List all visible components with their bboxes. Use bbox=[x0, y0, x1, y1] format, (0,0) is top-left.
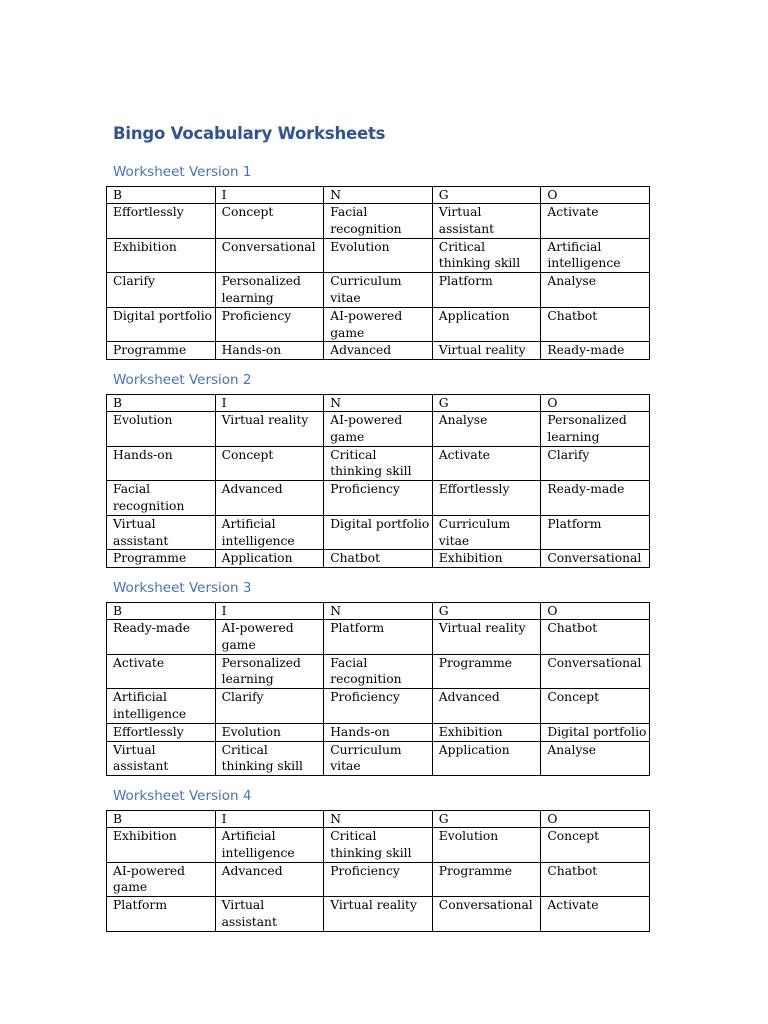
table-cell: Evolution bbox=[215, 723, 324, 741]
table-cell: Analyse bbox=[541, 273, 650, 308]
table-cell: Digital portfolio bbox=[107, 307, 216, 342]
table-cell: Critical thinking skill bbox=[215, 741, 324, 776]
header-cell: B bbox=[107, 395, 216, 412]
table-cell: Hands-on bbox=[215, 342, 324, 360]
header-cell: I bbox=[215, 187, 324, 204]
header-cell: O bbox=[541, 395, 650, 412]
worksheet-heading: Worksheet Version 1 bbox=[113, 164, 252, 180]
table-cell: Exhibition bbox=[107, 238, 216, 273]
table-cell: Application bbox=[432, 307, 541, 342]
table-cell: Concept bbox=[215, 204, 324, 239]
table-cell: AI-powered game bbox=[107, 862, 216, 897]
table-cell: Application bbox=[215, 550, 324, 568]
table-row bbox=[107, 446, 650, 481]
table-cell: Evolution bbox=[324, 238, 433, 273]
worksheet-heading: Worksheet Version 3 bbox=[113, 580, 252, 596]
table-cell: Concept bbox=[215, 446, 324, 481]
header-cell: N bbox=[324, 395, 433, 412]
table-cell: Facial recognition bbox=[324, 654, 433, 689]
table-row bbox=[107, 828, 650, 863]
table-cell: Personalized learning bbox=[215, 654, 324, 689]
table-cell: Evolution bbox=[432, 828, 541, 863]
table-cell: Virtual reality bbox=[324, 897, 433, 932]
table-cell: Advanced bbox=[432, 689, 541, 724]
table-cell: Platform bbox=[324, 620, 433, 655]
table-row bbox=[107, 412, 650, 447]
table-header-row bbox=[107, 603, 650, 620]
table-row bbox=[107, 741, 650, 776]
table-cell: Personalized learning bbox=[541, 412, 650, 447]
table-cell: Digital portfolio bbox=[541, 723, 650, 741]
table-row bbox=[107, 273, 650, 308]
table-header-row bbox=[107, 187, 650, 204]
table-cell: Platform bbox=[432, 273, 541, 308]
table-row bbox=[107, 689, 650, 724]
worksheet-heading: Worksheet Version 2 bbox=[113, 372, 252, 388]
table-cell: Critical thinking skill bbox=[432, 238, 541, 273]
table-cell: Conversational bbox=[541, 550, 650, 568]
table-cell: Artificial intelligence bbox=[107, 689, 216, 724]
header-cell: B bbox=[107, 187, 216, 204]
table-cell: Activate bbox=[432, 446, 541, 481]
table-cell: Effortlessly bbox=[107, 723, 216, 741]
table-cell: Advanced bbox=[215, 481, 324, 516]
table-cell: Facial recognition bbox=[107, 481, 216, 516]
bingo-table bbox=[106, 602, 650, 776]
table-row bbox=[107, 342, 650, 360]
table-cell: Ready-made bbox=[107, 620, 216, 655]
table-row bbox=[107, 307, 650, 342]
table-row bbox=[107, 723, 650, 741]
table-cell: Clarify bbox=[541, 446, 650, 481]
table-cell: Activate bbox=[107, 654, 216, 689]
table-cell: Advanced bbox=[324, 342, 433, 360]
table-cell: Conversational bbox=[541, 654, 650, 689]
bingo-table bbox=[106, 810, 650, 932]
header-cell: G bbox=[432, 603, 541, 620]
table-cell: Chatbot bbox=[324, 550, 433, 568]
table-cell: Programme bbox=[432, 654, 541, 689]
table-cell: Personalized learning bbox=[215, 273, 324, 308]
table-row bbox=[107, 550, 650, 568]
table-cell: AI-powered game bbox=[324, 412, 433, 447]
table-cell: Effortlessly bbox=[107, 204, 216, 239]
table-row bbox=[107, 654, 650, 689]
header-cell: I bbox=[215, 811, 324, 828]
table-cell: AI-powered game bbox=[215, 620, 324, 655]
table-row bbox=[107, 204, 650, 239]
header-cell: O bbox=[541, 603, 650, 620]
header-cell: N bbox=[324, 811, 433, 828]
table-cell: Virtual assistant bbox=[107, 515, 216, 550]
bingo-table bbox=[106, 394, 650, 568]
table-cell: Analyse bbox=[541, 741, 650, 776]
table-cell: Exhibition bbox=[432, 723, 541, 741]
table-cell: Effortlessly bbox=[432, 481, 541, 516]
header-cell: I bbox=[215, 395, 324, 412]
table-cell: Curriculum vitae bbox=[324, 273, 433, 308]
header-cell: G bbox=[432, 187, 541, 204]
table-row bbox=[107, 515, 650, 550]
table-row bbox=[107, 862, 650, 897]
table-header-row bbox=[107, 395, 650, 412]
worksheet-heading: Worksheet Version 4 bbox=[113, 788, 252, 804]
table-cell: Platform bbox=[107, 897, 216, 932]
header-cell: B bbox=[107, 811, 216, 828]
table-cell: Virtual assistant bbox=[107, 741, 216, 776]
table-cell: Chatbot bbox=[541, 620, 650, 655]
table-cell: Critical thinking skill bbox=[324, 828, 433, 863]
table-cell: Virtual assistant bbox=[432, 204, 541, 239]
table-cell: Proficiency bbox=[324, 481, 433, 516]
table-cell: Curriculum vitae bbox=[432, 515, 541, 550]
table-cell: Virtual reality bbox=[432, 342, 541, 360]
table-cell: Critical thinking skill bbox=[324, 446, 433, 481]
table-cell: Artificial intelligence bbox=[215, 515, 324, 550]
table-cell: Virtual reality bbox=[215, 412, 324, 447]
table-cell: Programme bbox=[432, 862, 541, 897]
table-cell: Ready-made bbox=[541, 342, 650, 360]
header-cell: G bbox=[432, 395, 541, 412]
table-cell: Exhibition bbox=[432, 550, 541, 568]
table-row bbox=[107, 897, 650, 932]
table-cell: Ready-made bbox=[541, 481, 650, 516]
table-row bbox=[107, 238, 650, 273]
table-cell: Programme bbox=[107, 342, 216, 360]
table-cell: Virtual assistant bbox=[215, 897, 324, 932]
header-cell: G bbox=[432, 811, 541, 828]
header-cell: I bbox=[215, 603, 324, 620]
header-cell: N bbox=[324, 603, 433, 620]
table-cell: Artificial intelligence bbox=[215, 828, 324, 863]
table-cell: Concept bbox=[541, 689, 650, 724]
table-cell: Activate bbox=[541, 204, 650, 239]
table-header-row bbox=[107, 811, 650, 828]
table-cell: Virtual reality bbox=[432, 620, 541, 655]
table-cell: Concept bbox=[541, 828, 650, 863]
table-cell: Platform bbox=[541, 515, 650, 550]
table-cell: Hands-on bbox=[324, 723, 433, 741]
table-cell: Evolution bbox=[107, 412, 216, 447]
header-cell: N bbox=[324, 187, 433, 204]
page-title: Bingo Vocabulary Worksheets bbox=[113, 124, 386, 143]
table-cell: Conversational bbox=[215, 238, 324, 273]
table-cell: AI-powered game bbox=[324, 307, 433, 342]
table-cell: Advanced bbox=[215, 862, 324, 897]
table-cell: Hands-on bbox=[107, 446, 216, 481]
table-cell: Curriculum vitae bbox=[324, 741, 433, 776]
table-cell: Application bbox=[432, 741, 541, 776]
header-cell: O bbox=[541, 187, 650, 204]
table-cell: Activate bbox=[541, 897, 650, 932]
table-row bbox=[107, 620, 650, 655]
table-cell: Exhibition bbox=[107, 828, 216, 863]
table-cell: Chatbot bbox=[541, 862, 650, 897]
table-cell: Programme bbox=[107, 550, 216, 568]
table-cell: Conversational bbox=[432, 897, 541, 932]
table-cell: Proficiency bbox=[324, 862, 433, 897]
table-cell: Proficiency bbox=[324, 689, 433, 724]
table-cell: Artificial intelligence bbox=[541, 238, 650, 273]
header-cell: O bbox=[541, 811, 650, 828]
table-row bbox=[107, 481, 650, 516]
table-cell: Clarify bbox=[215, 689, 324, 724]
table-cell: Digital portfolio bbox=[324, 515, 433, 550]
table-cell: Proficiency bbox=[215, 307, 324, 342]
table-cell: Facial recognition bbox=[324, 204, 433, 239]
table-cell: Clarify bbox=[107, 273, 216, 308]
table-cell: Chatbot bbox=[541, 307, 650, 342]
table-cell: Analyse bbox=[432, 412, 541, 447]
bingo-table bbox=[106, 186, 650, 360]
header-cell: B bbox=[107, 603, 216, 620]
